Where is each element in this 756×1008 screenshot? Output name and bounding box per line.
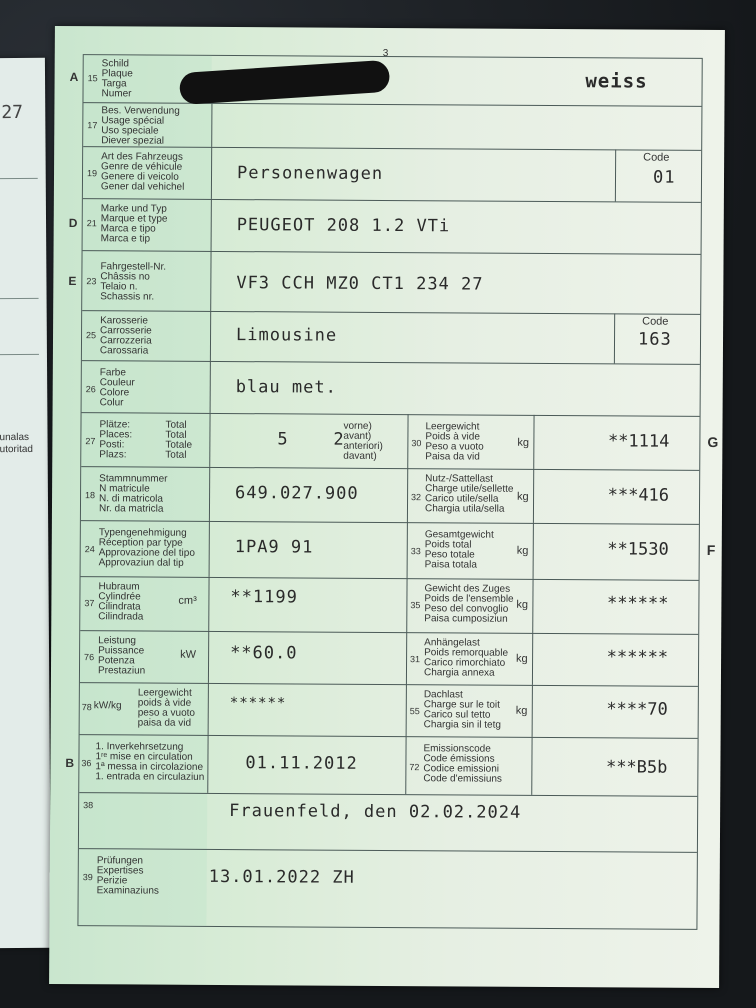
left-page-text-1: unalas: [0, 431, 30, 444]
label-line: Schassis nr.: [100, 291, 155, 303]
divider: [614, 313, 615, 363]
label-line: Leergewicht: [425, 421, 480, 433]
divider: [533, 523, 534, 579]
label-line: N. di matricola: [99, 493, 163, 505]
label-line: Carossaria: [99, 345, 149, 357]
payload-value: ***416: [607, 485, 670, 506]
divider: [406, 632, 407, 684]
vehicle-registration-document: [49, 26, 725, 988]
row-number: 31: [410, 654, 421, 665]
label-line: Peso a vuoto: [425, 441, 484, 453]
label-line: Examinaziuns: [96, 885, 159, 897]
label-line: Plaque: [101, 68, 133, 80]
marker-g: G: [707, 433, 719, 451]
row-number: 26: [85, 384, 96, 395]
divider: [211, 103, 212, 147]
label-line: avant): [343, 430, 372, 442]
label-line: Total: [165, 429, 187, 441]
divider: [210, 311, 211, 361]
label-line: Genre de véhicule: [101, 161, 183, 173]
unit-label: kg: [515, 704, 528, 717]
label-line: Approvazione del tipo: [98, 547, 195, 559]
row-number: 25: [86, 330, 97, 341]
label-line: Prestaziun: [97, 665, 146, 677]
power-ratio-value: ******: [229, 695, 287, 712]
special-use-label: [101, 106, 180, 146]
empty-weight-label: [425, 422, 484, 462]
label-line: Leergewicht: [137, 687, 192, 699]
label-line: Posti:: [99, 439, 125, 451]
divider: [531, 737, 532, 795]
divider: [209, 467, 210, 521]
row-number: 21: [86, 218, 97, 229]
marker-e: E: [68, 274, 77, 289]
label-line: Peso del convoglio: [424, 603, 509, 615]
row-vehicle-type: [83, 146, 701, 203]
make-model-value: PEUGEOT 208 1.2 VTi: [236, 215, 451, 237]
label-line: Carico sul tetto: [423, 709, 491, 721]
label-line: Carico utile/sella: [425, 493, 499, 505]
label-line: Dachlast: [423, 689, 463, 701]
label-line: Total: [165, 419, 187, 431]
label-line: vorne): [343, 420, 372, 432]
label-line: anteriori): [343, 440, 383, 452]
label-line: Emissionscode: [423, 743, 491, 755]
row-number: 36: [81, 758, 92, 769]
label-line: Perizie: [96, 875, 128, 887]
displacement-label: [98, 582, 143, 622]
label-line: Farbe: [99, 367, 126, 379]
power-ratio-label: [138, 688, 196, 728]
marker-a: A: [69, 70, 79, 85]
left-page-number: 27: [1, 101, 24, 124]
label-line: Anhängelast: [424, 637, 480, 649]
matriculation-value: 649.027.900: [235, 483, 359, 504]
label-line: Poids total: [424, 539, 472, 551]
label-line: Paisa cumposiziun: [424, 613, 508, 625]
label-line: Charge utile/sellette: [425, 483, 514, 495]
label-line: Bes. Verwendung: [101, 105, 180, 117]
make-model-label: [101, 204, 168, 244]
roof-load-label: [424, 690, 502, 730]
seats-total-label: [165, 421, 192, 461]
left-page-text-2: utoritad: [0, 443, 34, 456]
row-number: 35: [410, 600, 421, 611]
row-number: 23: [86, 276, 97, 287]
vehicle-type-code: 01: [652, 167, 676, 188]
marker-f: F: [706, 541, 716, 559]
label-line: Nr. da matricla: [98, 503, 164, 515]
chassis-value: VF3 CCH MZ0 CT1 234 27: [236, 273, 484, 295]
row-body: [82, 310, 700, 365]
unit-label: kg: [517, 490, 529, 503]
left-page-line: [0, 178, 38, 179]
matriculation-label: [99, 474, 168, 514]
label-line: Stammnummer: [99, 473, 168, 485]
row-number: 24: [84, 544, 95, 555]
row-chassis: [68, 250, 700, 315]
marker-b: B: [65, 756, 75, 771]
plate-color-value: weiss: [585, 70, 648, 93]
label-line: Potenza: [98, 655, 135, 667]
label-line: Karosserie: [100, 315, 148, 327]
total-weight-value: **1530: [607, 539, 669, 560]
divider: [407, 468, 408, 522]
unit-label: kg: [516, 652, 528, 665]
plate-label: [101, 59, 132, 99]
chassis-label: [100, 262, 166, 302]
label-line: Chargia annexa: [423, 667, 495, 679]
issued-value: Frauenfeld, den 02.02.2024: [229, 801, 522, 823]
row-number: 33: [410, 546, 421, 557]
divider: [407, 414, 408, 468]
row-number: 15: [87, 73, 98, 84]
label-line: Colore: [99, 387, 130, 399]
unit-label: kg: [516, 598, 529, 611]
train-weight-value: ******: [606, 593, 669, 614]
marker-d: D: [68, 216, 78, 231]
label-line: Gewicht des Zuges: [424, 583, 511, 595]
divider: [211, 147, 212, 199]
label-line: Targa: [101, 78, 127, 90]
row-ratio-roof: [80, 682, 698, 739]
displacement-value: **1199: [230, 587, 298, 608]
row-number: 55: [409, 706, 420, 717]
row-number: 39: [82, 872, 93, 883]
code-label: Code: [643, 151, 670, 164]
body-code: 163: [637, 329, 672, 350]
first-registration-label: [95, 742, 204, 783]
label-line: Couleur: [99, 377, 135, 389]
unit-label: kg: [516, 544, 529, 557]
color-value: blau met.: [235, 377, 337, 398]
row-inspections: [78, 848, 696, 928]
label-line: Peso totale: [424, 549, 475, 561]
row-displacement-train: [80, 576, 698, 635]
label-line: Cilindrata: [98, 601, 141, 613]
unit-label: kg: [517, 436, 530, 449]
body-label: [100, 316, 152, 356]
row-number: 32: [411, 492, 422, 503]
empty-weight-value: **1114: [607, 431, 670, 452]
left-page-line: [0, 354, 39, 355]
label-line: davant): [343, 450, 377, 462]
row-power-trailer: [80, 630, 698, 687]
label-line: Art des Fahrzeugs: [101, 151, 183, 163]
divider: [207, 735, 208, 793]
label-line: Prüfungen: [96, 855, 144, 867]
row-number: 30: [411, 438, 422, 449]
registration-form: [65, 54, 719, 930]
color-label: [100, 368, 135, 408]
label-line: Marque et type: [100, 213, 168, 225]
row-issued: [79, 792, 697, 853]
emission-code-value: ***B5b: [605, 757, 668, 778]
row-special-use: [83, 102, 701, 151]
label-line: Numer: [101, 88, 132, 100]
divider: [615, 149, 616, 201]
emission-code-label: [423, 744, 502, 784]
page-number: 3: [382, 47, 389, 59]
label-line: Marca e tip: [100, 233, 151, 245]
label-line: Réception par type: [98, 537, 183, 549]
label-line: Poids remorquable: [424, 647, 509, 659]
label-line: Puissance: [98, 645, 145, 657]
label-line: Cylindrée: [98, 591, 141, 603]
label-line: Typengenehmigung: [98, 527, 187, 539]
label-line: Telaio n.: [100, 281, 138, 293]
divider: [533, 415, 534, 469]
total-weight-label: [425, 530, 494, 570]
label-line: poids à vide: [137, 697, 192, 709]
type-approval-label: [99, 528, 195, 569]
label-line: Uso speciale: [101, 125, 159, 137]
label-line: Hubraum: [98, 581, 140, 593]
label-line: Chargia sin il tetg: [423, 719, 501, 731]
label-line: Places:: [99, 429, 133, 441]
row-color: [82, 360, 700, 417]
label-line: 1. Inverkehrsetzung: [95, 741, 184, 753]
inspections-label: [97, 856, 160, 896]
vehicle-type-value: Personenwagen: [236, 163, 384, 184]
divider: [208, 683, 209, 735]
label-line: Carico rimorchiato: [424, 657, 506, 669]
label-line: N matricule: [99, 483, 150, 495]
label-line: Paisa totala: [424, 559, 477, 571]
row-number: 19: [87, 168, 98, 179]
label-line: Carrozzeria: [99, 335, 152, 347]
label-line: Code émissions: [423, 753, 495, 765]
divider: [211, 199, 212, 251]
label-line: Plazs:: [99, 449, 127, 461]
divider: [208, 631, 209, 683]
seats-total-value: 5: [277, 429, 289, 450]
label-line: Gesamtgewicht: [424, 529, 494, 541]
divider: [405, 736, 406, 794]
label-line: Nutz-/Sattellast: [425, 473, 494, 485]
label-line: Usage spécial: [101, 115, 165, 127]
label-line: Approvaziun dal tip: [98, 557, 184, 569]
divider: [532, 633, 533, 685]
label-line: Code d'emissiuns: [423, 773, 502, 785]
label-line: 1. entrada en circulaziun: [95, 771, 205, 783]
divider: [208, 577, 209, 631]
row-number: 37: [84, 598, 95, 609]
row-seats-weight: [81, 412, 719, 471]
label-line: Chargia utila/sella: [424, 503, 505, 515]
divider: [209, 521, 210, 577]
type-approval-value: 1PA9 91: [234, 537, 314, 558]
label-line: Charge sur le toit: [423, 699, 500, 711]
label-line: Marke und Typ: [100, 203, 167, 215]
redacted-plate-number: [179, 60, 391, 105]
left-page-line: [0, 298, 39, 299]
row-number: 17: [87, 120, 98, 131]
label-line: Paisa da vid: [425, 451, 480, 463]
seats-front-label: [343, 422, 383, 462]
trailer-load-value: ******: [606, 647, 669, 668]
code-label: Code: [642, 315, 669, 328]
label-line: Leistung: [98, 635, 137, 647]
label-line: Poids à vide: [425, 431, 480, 443]
unit-label: cm³: [178, 594, 197, 607]
label-line: Gener dal vehichel: [100, 181, 185, 193]
unit-label: kW: [180, 648, 197, 661]
seats-front-value: 2: [333, 429, 345, 450]
label-line: Expertises: [96, 865, 144, 877]
label-line: Diever spezial: [101, 135, 165, 147]
left-page-edge: [0, 58, 51, 948]
label-line: Codice emissioni: [423, 763, 500, 775]
label-line: 1ʳᵉ mise en circulation: [95, 751, 193, 763]
label-line: Total: [165, 449, 187, 461]
row-matriculation-payload: [81, 466, 699, 525]
seats-label: [99, 420, 132, 460]
label-line: Colur: [99, 397, 124, 409]
label-line: Fahrgestell-Nr.: [100, 261, 167, 273]
label-line: Carrosserie: [100, 325, 152, 337]
row-registration-emission: [65, 734, 697, 797]
label-line: Poids de l'ensemble: [424, 593, 514, 605]
divider: [532, 685, 533, 737]
row-number: 72: [409, 762, 420, 773]
divider: [533, 469, 534, 523]
inspections-value: 13.01.2022 ZH: [208, 866, 355, 888]
power-ratio-unit: kW/kg: [93, 700, 122, 712]
roof-load-value: ****70: [606, 699, 668, 720]
divider: [532, 579, 533, 633]
row-number: 27: [85, 436, 96, 447]
label-line: Cilindrada: [98, 611, 144, 623]
divider: [406, 684, 407, 736]
row-number: 18: [85, 490, 96, 501]
row-number: 76: [84, 652, 95, 663]
first-registration-value: 01.11.2012: [245, 753, 358, 774]
label-line: Châssis no: [100, 271, 150, 283]
row-make-model: [68, 198, 701, 255]
row-number: 38: [83, 800, 94, 811]
payload-label: [425, 474, 514, 515]
label-line: paisa da vid: [137, 717, 192, 729]
row-number: 78: [81, 702, 92, 713]
row-plate: [69, 55, 701, 107]
body-value: Limousine: [235, 325, 338, 346]
label-line: Schild: [101, 58, 129, 70]
label-line: 1ª messa in circolazione: [95, 761, 204, 773]
label-line: peso a vuoto: [137, 707, 196, 719]
vehicle-type-label: [101, 152, 185, 193]
trailer-load-label: [424, 638, 508, 679]
divider: [210, 361, 211, 413]
divider: [407, 522, 408, 578]
label-line: Plätze:: [99, 419, 131, 431]
power-value: **60.0: [230, 643, 298, 664]
label-line: Marca e tipo: [100, 223, 156, 235]
row-approval-total-weight: [81, 520, 716, 581]
train-weight-label: [424, 584, 513, 625]
label-line: Genere di veicolo: [100, 171, 179, 183]
divider: [406, 578, 407, 632]
divider: [210, 251, 211, 311]
label-line: Totale: [165, 439, 193, 451]
divider: [209, 413, 210, 467]
power-label: [98, 636, 145, 676]
